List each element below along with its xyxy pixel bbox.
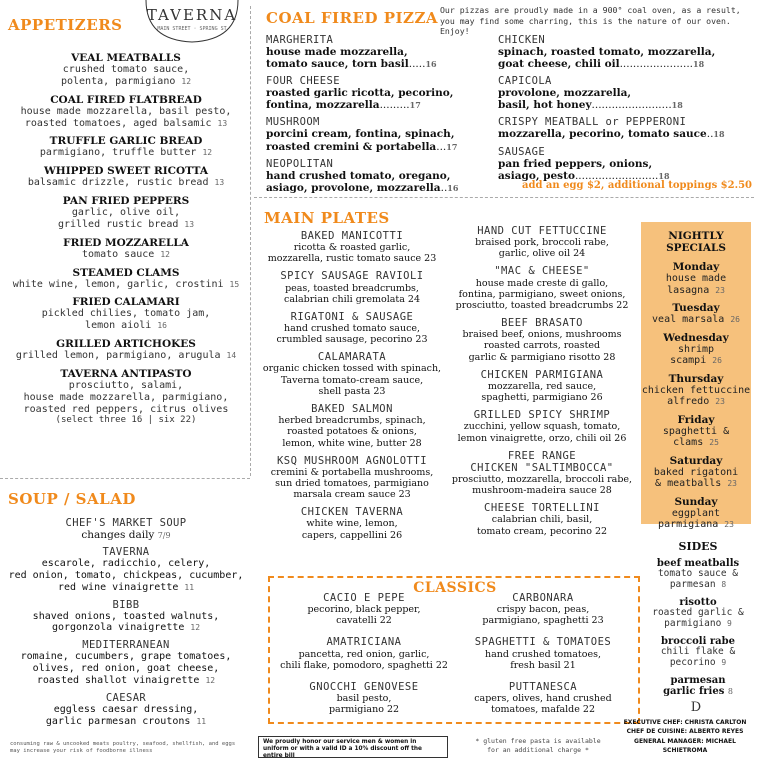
item-name: SPAGHETTI & TOMATOES	[474, 636, 612, 649]
item-name: BAKED MANICOTTI	[300, 230, 404, 242]
item-desc: white wine, lemon, garlic, crostini	[12, 278, 224, 290]
item-desc: house made mozzarella,	[266, 46, 408, 59]
menu-item	[275, 636, 453, 670]
executive-chef: EXECUTIVE CHEF: CHRISTA CARLTON	[623, 719, 747, 726]
item-desc: gorgonzola vinaigrette	[51, 622, 185, 634]
item-desc: hand crushed tomatoes,	[485, 648, 601, 660]
item-price: 9	[727, 618, 732, 628]
item-desc: herbed breadcrumbs, spinach,	[278, 415, 426, 427]
item-name: MARGHERITA	[266, 34, 334, 46]
item-price: 16	[157, 321, 167, 331]
sides-title: SIDES	[678, 540, 718, 553]
divider	[0, 478, 250, 479]
special-price: 25	[709, 438, 719, 447]
side-item	[644, 558, 752, 591]
item-desc: parmigiano	[664, 617, 722, 629]
item-name: BEEF BRASATO	[501, 317, 583, 330]
item-desc: cavatelli 22	[336, 615, 392, 627]
menu-item	[444, 369, 640, 403]
item-desc: shaved onions, toasted walnuts,	[32, 610, 220, 622]
item-desc: red onion, tomato, chickpeas, cucumber,	[8, 569, 244, 581]
item-desc: calabrian chili, basil,	[491, 514, 593, 526]
special-desc: chicken fettuccine	[641, 384, 751, 396]
pizza-list-left	[266, 34, 496, 194]
special-desc: veal marsala	[652, 314, 725, 325]
menu-item	[4, 237, 248, 261]
d-mark-icon: D	[690, 700, 702, 715]
item-desc: zucchini, yellow squash, tomato,	[463, 421, 621, 433]
item-desc: ricotta & roasted garlic,	[293, 242, 411, 254]
item-price: 16	[447, 182, 459, 193]
item-desc: fontina, parmigiano, sweet onions,	[458, 288, 626, 300]
special-day: Sunday	[674, 495, 718, 508]
item-desc: chili flake &	[660, 645, 736, 657]
special-desc: baked rigatoni	[653, 466, 739, 478]
special-item	[641, 261, 751, 296]
item-desc: spaghetti, parmigiano 26	[481, 392, 603, 404]
special-price: 23	[727, 479, 737, 488]
item-desc: grilled lemon, parmigiano, arugula	[15, 350, 221, 362]
menu-item	[4, 338, 248, 362]
item-desc: pecorino, black pepper,	[307, 604, 421, 616]
military-discount-note: We proudly honor our service men & women in uniform or with a valid ID a 10% discount off the entire bill	[258, 736, 448, 758]
menu-item: SAUSAGE pan fried peppers, onions, asiago, pesto.........................18	[498, 146, 750, 182]
side-item	[644, 597, 752, 630]
menu-item	[4, 135, 248, 159]
special-desc: clams	[673, 437, 704, 448]
item-desc: polenta, parmigiano	[60, 75, 176, 87]
menu-item	[444, 265, 640, 311]
special-desc: & meatballs	[655, 478, 722, 489]
item-name: CAESAR	[105, 691, 147, 704]
item-desc: porcini cream, fontina, spinach,	[266, 128, 455, 141]
item-name: RIGATONI & SAUSAGE	[290, 310, 414, 323]
item-desc: escarole, radicchio, celery,	[41, 558, 211, 570]
specials-title: NIGHTLY SPECIALS	[666, 230, 726, 254]
side-item	[644, 675, 752, 697]
pizza-title: COAL FIRED PIZZA	[266, 9, 439, 27]
item-desc: asiago, provolone, mozzarella	[266, 181, 441, 194]
item-desc: garlic & parmigiano risotto 28	[468, 351, 616, 363]
item-desc: roasted potatoes & onions,	[287, 426, 417, 438]
special-price: 23	[724, 520, 734, 529]
item-desc: Taverna tomato-cream sauce,	[280, 374, 424, 386]
item-name: beef meatballs	[656, 558, 740, 569]
item-price: 15	[229, 279, 240, 289]
item-price: 18	[671, 100, 683, 111]
item-desc: red wine vinaigrette	[57, 581, 179, 593]
item-name: BAKED SALMON	[311, 403, 393, 416]
item-desc: tomato sauce, torn basil	[266, 58, 409, 71]
menu-item	[4, 546, 248, 593]
specials-panel	[641, 222, 751, 530]
menu-item	[4, 368, 248, 426]
special-desc: scampi	[670, 355, 707, 366]
item-desc: marsala cream sauce 23	[293, 489, 411, 501]
special-item	[641, 302, 751, 326]
item-name: CACIO E PEPE	[323, 592, 405, 604]
special-desc: spaghetti &	[662, 425, 730, 437]
item-desc: eggless caesar dressing,	[53, 703, 199, 715]
item-price: 12	[181, 76, 192, 86]
item-name: parmesan	[670, 674, 726, 686]
menu-item: MUSHROOM porcini cream, fontina, spinach, roasted cremini & portabella...17	[266, 116, 496, 152]
menu-item	[4, 195, 248, 231]
divider	[250, 6, 251, 476]
item-desc: roasted carrots, roasted	[483, 340, 601, 352]
item-desc: hand crushed tomato, oregano,	[266, 169, 451, 182]
item-desc: garlic, olive oil 24	[498, 248, 586, 260]
classics-title: CLASSICS	[405, 580, 505, 596]
item-desc: prosciutto, salami,	[68, 379, 184, 391]
logo-sub: MAIN STREET · SPRING ST	[157, 26, 227, 32]
item-name: GRILLED ARTICHOKES	[56, 338, 196, 351]
item-price: 13	[214, 178, 225, 188]
item-desc: balsamic drizzle, rustic bread	[27, 177, 209, 189]
item-desc: lemon vinaigrette, orzo, chili oil 26	[457, 432, 627, 444]
item-desc: hand crushed tomato sauce,	[283, 323, 421, 334]
item-price: 18	[693, 59, 705, 70]
item-name: CHICKEN PARMIGIANA	[480, 368, 604, 381]
item-name: TRUFFLE GARLIC BREAD	[49, 135, 203, 148]
special-day: Tuesday	[672, 302, 720, 314]
menu-item	[444, 409, 640, 443]
item-desc: crispy bacon, peas,	[496, 604, 590, 616]
menu-item	[275, 681, 453, 715]
item-desc: pecorino	[669, 656, 716, 668]
item-desc: mozzarella, rustic tomato sauce 23	[267, 253, 437, 265]
sides-section	[644, 540, 752, 697]
menu-item	[254, 311, 450, 345]
item-desc: house made creste di gallo,	[475, 277, 609, 289]
menu-item	[452, 592, 634, 626]
item-desc: mozzarella, red sauce,	[487, 380, 597, 392]
main-list-left	[254, 230, 450, 541]
item-price: 13	[184, 219, 195, 229]
item-desc: garlic, olive oil,	[71, 207, 181, 219]
item-price: 12	[190, 623, 201, 633]
item-desc: fontina, mozzarella	[266, 99, 380, 112]
item-name: COAL FIRED FLATBREAD	[50, 93, 202, 106]
menu-item	[254, 455, 450, 501]
item-desc: mozzarella, pecorino, tomato sauce	[498, 128, 707, 141]
item-desc: parmesan	[669, 578, 716, 590]
menu-item	[4, 639, 248, 686]
special-desc: house made	[665, 273, 727, 284]
item-name: garlic fries	[663, 685, 725, 697]
item-desc: peas, toasted breadcrumbs,	[285, 282, 419, 294]
main-plates-title: MAIN PLATES	[264, 209, 390, 227]
special-day: Saturday	[669, 454, 723, 467]
item-desc: roasted garlic &	[652, 606, 744, 618]
main-list-right	[444, 225, 640, 537]
item-desc: parmigiano, truffle butter	[39, 147, 197, 159]
item-desc: roasted red peppers, citrus olives	[23, 403, 229, 415]
item-desc: tomato sauce &	[657, 568, 739, 579]
item-name: "MAC & CHEESE"	[494, 265, 590, 278]
menu-item	[254, 270, 450, 304]
soup-salad-title: SOUP / SALAD	[8, 490, 136, 508]
item-desc: parmigiano, spaghetti 23	[482, 615, 604, 627]
item-name: AMATRICIANA	[326, 636, 402, 649]
item-desc: (select three 16 | six 22)	[55, 415, 197, 426]
special-desc: eggplant	[671, 507, 721, 519]
item-price: 11	[196, 716, 207, 726]
item-name: HAND CUT FETTUCCINE	[477, 225, 607, 237]
item-price: 7/9	[157, 531, 171, 541]
menu-item	[254, 506, 450, 540]
menu-item	[254, 230, 450, 264]
special-desc: lasagna	[667, 284, 710, 296]
special-item	[641, 332, 751, 367]
item-name: TAVERNA ANTIPASTO	[60, 367, 192, 380]
item-desc: lemon aioli	[85, 320, 152, 332]
item-desc: tomato sauce	[82, 248, 155, 260]
item-price: 18	[713, 129, 725, 140]
chef-de-cuisine: CHEF DE CUISINE: ALBERTO REYES	[626, 728, 744, 736]
item-name: FOUR CHEESE	[266, 75, 340, 88]
pizza-extra: add an egg $2, additional toppings $2.50	[521, 180, 752, 191]
item-desc: spinach, roasted tomato, mozzarella,	[498, 46, 716, 59]
staff-credits	[612, 718, 758, 755]
special-item	[641, 414, 751, 449]
item-name: SAUSAGE	[498, 145, 546, 158]
item-desc: grilled rustic bread	[57, 218, 179, 230]
item-desc: organic chicken tossed with spinach,	[262, 363, 442, 375]
item-desc: pan fried peppers, onions,	[498, 157, 653, 170]
item-desc: parmigiano 22	[328, 704, 400, 716]
item-desc: braised beef, onions, mushrooms	[462, 329, 622, 341]
item-name: CHICKEN "SALTIMBOCCA"	[470, 461, 614, 474]
item-desc: goat cheese, chili oil	[498, 58, 620, 71]
item-name: CHICKEN TAVERNA	[300, 506, 404, 519]
item-desc: roasted tomatoes, aged balsamic	[24, 117, 212, 129]
item-price: 12	[205, 675, 216, 685]
special-price: 26	[712, 356, 722, 365]
item-desc: pickled chilies, tomato jam,	[41, 308, 211, 320]
item-name: BIBB	[112, 598, 140, 611]
special-desc: alfredo	[667, 396, 710, 407]
item-desc: shell pasta 23	[318, 385, 386, 397]
special-price: 26	[730, 315, 740, 324]
item-desc: pancetta, red onion, garlic,	[298, 648, 430, 660]
item-name: broccoli rabe	[661, 635, 735, 647]
item-name: NEOPOLITAN	[266, 157, 334, 170]
menu-item: CHICKEN spinach, roasted tomato, mozzarella, goat cheese, chili oil......................18	[498, 34, 750, 70]
item-name: PUTTANESCA	[508, 680, 578, 693]
item-price: 8	[721, 579, 727, 589]
soup-salad-list	[4, 517, 248, 727]
appetizers-title: APPETIZERS	[8, 16, 123, 34]
menu-item	[452, 681, 634, 715]
pizza-list-right	[498, 34, 750, 182]
item-name: PAN FRIED PEPPERS	[62, 195, 190, 208]
special-day: Friday	[677, 413, 715, 426]
item-name: TAVERNA	[102, 546, 150, 559]
item-desc: garlic parmesan croutons	[45, 715, 191, 727]
menu-item	[4, 692, 248, 728]
menu-item	[444, 225, 640, 259]
menu-item	[444, 450, 640, 497]
item-price: 8	[727, 686, 733, 696]
menu-item	[254, 351, 450, 397]
menu-item	[4, 599, 248, 635]
item-price: 13	[217, 118, 228, 128]
item-desc: roasted cremini & portabella	[266, 140, 437, 153]
item-price: 18	[658, 170, 670, 181]
item-desc: crumbled sausage, pecorino 23	[276, 334, 428, 346]
item-desc: chili flake, pomodoro, spaghetti 22	[280, 659, 448, 671]
specials-list	[641, 261, 751, 531]
item-name: FRIED MOZZARELLA	[63, 236, 189, 249]
logo-text: TAVERNA	[146, 6, 238, 24]
raw-food-warning: consuming raw & uncooked meats poultry, seafood, shellfish, and eggs may increase your risk of foodborne illness	[10, 741, 236, 754]
classics-list-left	[275, 592, 453, 715]
item-desc: lemon, white wine, butter 28	[282, 437, 422, 449]
item-desc: roasted garlic ricotta, pecorino,	[266, 87, 454, 100]
item-name: VEAL MEATBALLS	[71, 52, 181, 64]
item-desc: tomato cream, pecorino 22	[476, 525, 608, 537]
item-name: MUSHROOM	[266, 116, 320, 129]
item-name: STEAMED CLAMS	[72, 266, 180, 279]
menu-item	[254, 403, 450, 449]
item-desc: calabrian chili gremolata 24	[284, 293, 420, 305]
item-name: SPICY SAUSAGE RAVIOLI	[280, 270, 424, 283]
item-name: FRIED CALAMARI	[72, 296, 180, 309]
item-price: 12	[160, 249, 170, 259]
item-name: FREE RANGE	[507, 449, 577, 462]
item-desc: basil, hot honey	[498, 99, 592, 112]
menu-item: NEOPOLITAN hand crushed tomato, oregano, asiago, provolone, mozzarella..16	[266, 158, 496, 194]
menu-item	[4, 296, 248, 332]
menu-item	[4, 94, 248, 130]
item-desc: prosciutto, toasted breadcrumbs 22	[455, 299, 629, 311]
item-price: 16	[425, 59, 437, 70]
special-price: 23	[715, 397, 725, 406]
menu-item	[4, 165, 248, 189]
item-price: 17	[409, 100, 421, 111]
item-price: 17	[446, 141, 458, 152]
item-desc: romaine, cucumbers, grape tomatoes,	[20, 651, 232, 663]
menu-item: MARGHERITA house made mozzarella, tomato sauce, torn basil.....16	[266, 34, 496, 70]
menu-item	[444, 502, 640, 536]
item-desc: tomatoes, mafalde 22	[491, 704, 595, 716]
menu-item	[4, 52, 248, 88]
item-name: GRILLED SPICY SHRIMP	[473, 409, 611, 422]
item-desc: provolone, mozzarella,	[498, 87, 632, 100]
menu-item	[275, 592, 453, 626]
special-day: Thursday	[668, 372, 724, 385]
menu-item	[444, 317, 640, 363]
menu-item	[4, 267, 248, 291]
item-desc: olives, red onion, goat cheese,	[32, 663, 220, 675]
special-item	[641, 373, 751, 408]
special-item	[641, 455, 751, 490]
item-name: CHEESE TORTELLINI	[484, 502, 600, 515]
menu-item	[452, 636, 634, 670]
item-desc: sun dried tomatoes, parmigiano	[275, 478, 429, 490]
item-name: risotto	[679, 596, 717, 608]
classics-list-right	[452, 592, 634, 715]
item-name: CARBONARA	[512, 592, 574, 604]
general-manager: GENERAL MANAGER: MICHAEL SCHIETROMA	[634, 737, 736, 754]
side-item	[644, 636, 752, 669]
menu-item: CAPICOLA provolone, mozzarella, basil, hot honey........................18	[498, 75, 750, 111]
item-price: 9	[721, 657, 727, 667]
item-name: CRISPY MEATBALL or PEPPERONI	[498, 116, 687, 129]
item-desc: capers, olives, hand crushed	[474, 693, 612, 704]
item-desc: prosciutto, mozzarella, broccoli rabe,	[451, 473, 633, 485]
item-desc: capers, cappellini 26	[301, 529, 403, 541]
item-desc: house made mozzarella, parmigiano,	[23, 391, 229, 403]
item-name: CAPICOLA	[498, 75, 552, 88]
item-desc: crushed tomato sauce,	[62, 64, 190, 76]
item-name: KSQ MUSHROOM AGNOLOTTI	[276, 454, 428, 467]
item-desc: fresh basil 21	[510, 659, 576, 671]
item-name: MEDITERRANEAN	[82, 639, 170, 652]
appetizers-list	[4, 52, 248, 426]
special-day: Monday	[672, 261, 720, 273]
menu-item: FOUR CHEESE roasted garlic ricotta, pecorino, fontina, mozzarella.........17	[266, 75, 496, 111]
pizza-note: Our pizzas are proudly made in a 900° coal oven, as a result, you may find some charring, this is the nature of our oven. Enjoy!	[440, 5, 741, 37]
item-name: CALAMARATA	[317, 351, 387, 364]
special-day: Wednesday	[663, 331, 729, 344]
item-desc: asiago, pesto	[498, 169, 575, 182]
item-desc: roasted shallot vinaigrette	[36, 674, 200, 686]
item-name: GNOCCHI GENOVESE	[309, 680, 419, 693]
item-desc: braised pork, broccoli rabe,	[475, 237, 609, 249]
item-name: CHEF'S MARKET SOUP	[65, 517, 187, 529]
special-price: 23	[715, 285, 725, 295]
item-desc: white wine, lemon,	[306, 518, 398, 530]
divider	[254, 197, 754, 198]
special-desc: parmigiana	[658, 519, 719, 530]
item-price: 14	[226, 351, 237, 361]
taverna-logo	[142, 0, 242, 44]
special-desc: shrimp	[677, 343, 715, 355]
special-item	[641, 496, 751, 531]
item-name: WHIPPED SWEET RICOTTA	[44, 165, 208, 178]
item-desc: basil pesto,	[336, 693, 392, 704]
menu-item: CRISPY MEATBALL or PEPPERONI mozzarella, pecorino, tomato sauce..18	[498, 116, 750, 140]
item-desc: house made mozzarella, basil pesto,	[20, 105, 232, 117]
gluten-free-note: * gluten free pasta is available for an additional charge *	[475, 737, 601, 755]
menu-item	[4, 517, 248, 541]
item-desc: cremini & portabella mushrooms,	[270, 466, 434, 478]
item-desc: mushroom-madeira sauce 28	[472, 485, 612, 497]
item-desc: changes daily	[81, 529, 155, 542]
item-name: CHICKEN	[498, 34, 546, 46]
item-price: 11	[184, 582, 195, 592]
item-price: 12	[202, 148, 213, 158]
